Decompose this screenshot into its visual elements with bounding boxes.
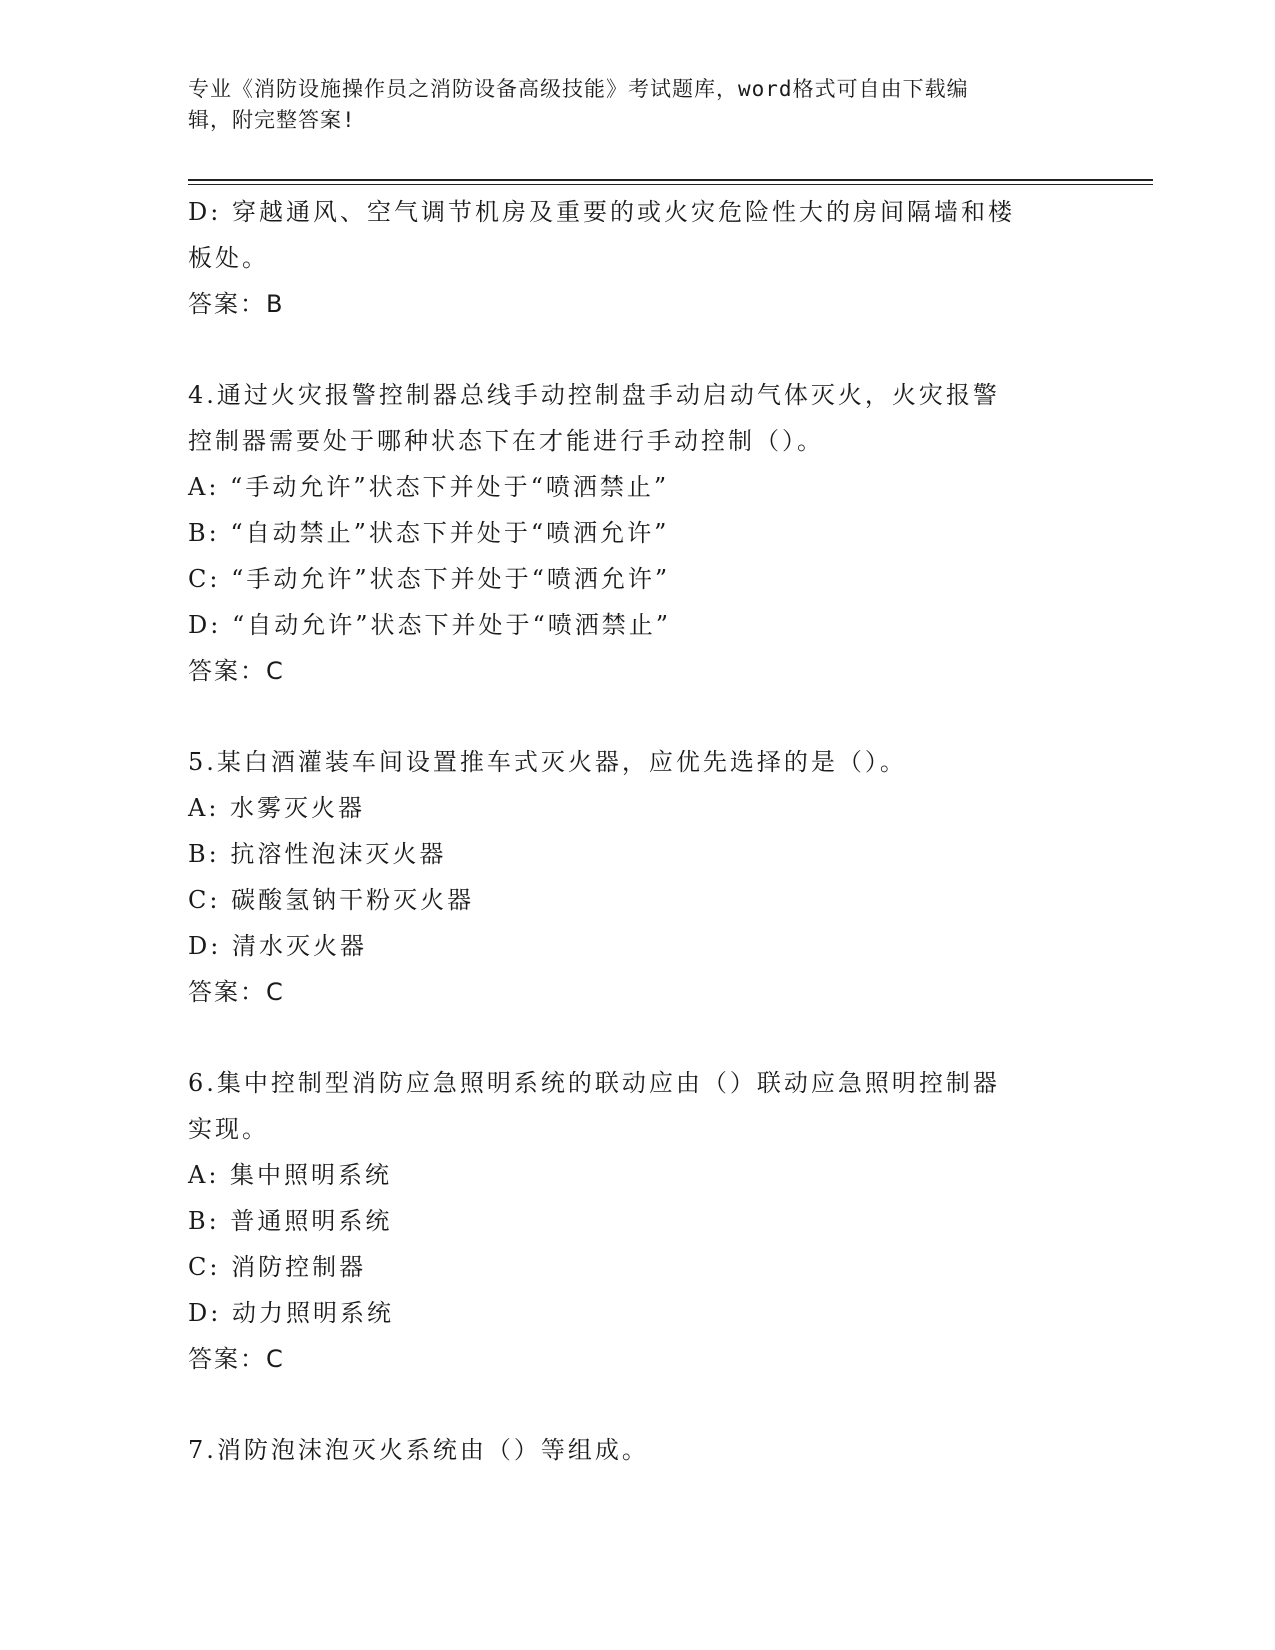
question-4	[188, 372, 1088, 694]
q6-stem-continued: 实现。	[188, 1115, 269, 1143]
q3-answer: 答案：B	[188, 290, 285, 318]
document-header	[188, 74, 1068, 136]
spacer	[188, 694, 1088, 739]
q6-stem: 6.集中控制型消防应急照明系统的联动应由（）联动应急照明控制器	[188, 1069, 1000, 1097]
q3-option-d: D: 穿越通风、空气调节机房及重要的或火灾危险性大的房间隔墙和楼	[188, 198, 1015, 226]
question-content	[188, 189, 1088, 1473]
q6-option-a: A: 集中照明系统	[188, 1161, 393, 1189]
q5-option-a: A: 水雾灭火器	[188, 794, 366, 822]
q4-answer: 答案：C	[188, 657, 285, 685]
q4-option-c: C: “手动允许”状态下并处于“喷洒允许”	[188, 565, 671, 593]
q6-answer: 答案：C	[188, 1345, 285, 1373]
q4-option-b: B: “自动禁止”状态下并处于“喷洒允许”	[188, 519, 670, 547]
header-line-2: 辑，附完整答案!	[188, 108, 356, 132]
spacer	[188, 1382, 1088, 1427]
question-6	[188, 1060, 1088, 1382]
q5-option-d: D: 清水灭火器	[188, 932, 367, 960]
spacer	[188, 1015, 1088, 1060]
q5-option-b: B: 抗溶性泡沫灭火器	[188, 840, 447, 868]
q3-option-d-continued: 板处。	[188, 244, 269, 272]
q6-option-d: D: 动力照明系统	[188, 1299, 394, 1327]
q5-option-c: C: 碳酸氢钠干粉灭火器	[188, 886, 475, 914]
q4-option-d: D: “自动允许”状态下并处于“喷洒禁止”	[188, 611, 672, 639]
q7-stem: 7.消防泡沫泡灭火系统由（）等组成。	[188, 1436, 649, 1464]
question-7	[188, 1427, 1088, 1473]
q4-stem: 4.通过火灾报警控制器总线手动控制盘手动启动气体灭火，火灾报警	[188, 381, 1000, 409]
q6-option-c: C: 消防控制器	[188, 1253, 367, 1281]
spacer	[188, 327, 1088, 372]
q4-option-a: A: “手动允许”状态下并处于“喷洒禁止”	[188, 473, 670, 501]
header-line-1: 专业《消防设施操作员之消防设备高级技能》考试题库，word格式可自由下载编	[188, 77, 969, 101]
q4-stem-continued: 控制器需要处于哪种状态下在才能进行手动控制（）。	[188, 427, 824, 455]
q5-answer: 答案：C	[188, 978, 285, 1006]
q6-option-b: B: 普通照明系统	[188, 1207, 393, 1235]
header-rule-thin	[188, 184, 1153, 185]
q5-stem: 5.某白酒灌装车间设置推车式灭火器，应优先选择的是（）。	[188, 748, 907, 776]
question-3	[188, 189, 1088, 327]
question-5	[188, 739, 1088, 1015]
header-rule-thick	[188, 179, 1153, 181]
